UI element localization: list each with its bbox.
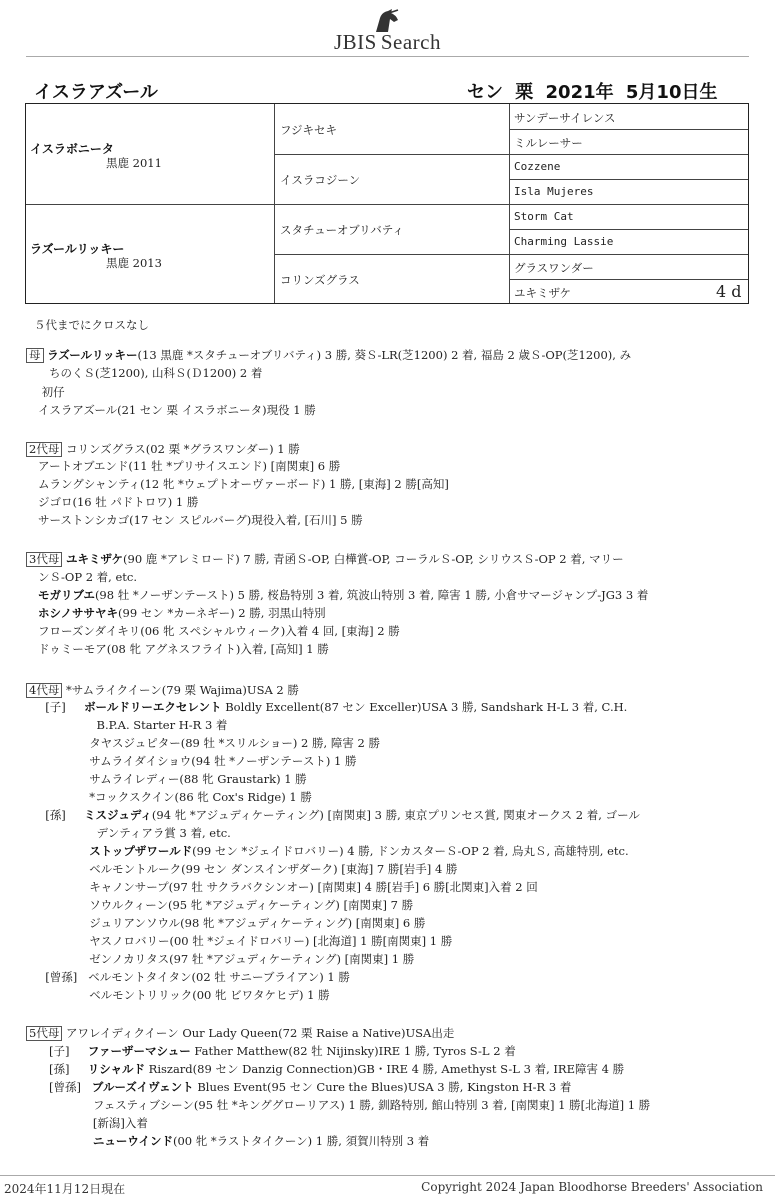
family-line [26, 440, 300, 458]
family-line [38, 698, 627, 716]
family-line [38, 383, 65, 401]
family-line [26, 1024, 454, 1042]
family-text: (13 黒鹿 *スタチューオブリバティ) 3 勝, 葵Ｓ-LR(芝1200) 2 着, 福島 2 歳Ｓ-OP(芝1200), み [137, 348, 632, 362]
ped-g3-3[interactable]: Isla Mujeres [514, 185, 594, 198]
dam-detail: 黒鹿 2013 [106, 256, 162, 270]
generation-label: 母 [26, 348, 44, 363]
family-text: サムライレディー(88 牝 Graustark) 1 勝 [89, 772, 307, 786]
horse-link[interactable]: ブルーズイヴェント [91, 1080, 194, 1094]
relation-label [38, 366, 49, 380]
family-line [38, 364, 262, 382]
relation-label [38, 880, 89, 894]
family-line [38, 401, 316, 419]
horse-link[interactable]: リシャルド [87, 1062, 145, 1076]
family-line [38, 457, 340, 475]
horse-link[interactable]: ラズールリッキー [47, 348, 138, 362]
relation-label [38, 844, 89, 858]
relation-label [38, 916, 89, 930]
family-text: Boldly Excellent(87 セン Exceller)USA 3 勝, Sandshark H-L 3 着, C.H. [221, 700, 628, 714]
relation-label [38, 718, 97, 732]
relation-label [38, 754, 89, 768]
family-text: B.P.A. Starter H-R 3 着 [96, 718, 228, 732]
family-text: *サムライクイーン(79 栗 Wajima)USA 2 勝 [65, 683, 299, 697]
family-text: アートオブエンド(11 牡 *プリサイスエンド) [南関東] 6 勝 [38, 459, 341, 473]
cross-note: ５代までにクロスなし [34, 318, 149, 332]
relation-label [38, 1116, 93, 1130]
horse-link[interactable]: ホシノササヤキ [38, 606, 119, 620]
horse-link[interactable]: ファーザーマシュー [87, 1044, 191, 1058]
relation-label [38, 952, 89, 966]
horse-link[interactable]: ストップザワールド [89, 844, 193, 858]
ped-g3-4[interactable]: Storm Cat [514, 210, 574, 223]
family-text: サムライダイショウ(94 牡 *ノーザンテースト) 1 勝 [89, 754, 357, 768]
horse-link[interactable]: ユキミザケ [65, 552, 124, 566]
logo-main: JBIS [334, 30, 377, 54]
generation-label: 2代母 [26, 442, 62, 457]
relation-label: [曾孫] [38, 970, 89, 984]
family-text: Father Matthew(82 牡 Nijinsky)IRE 1 勝, Tyros S-L 2 着 [190, 1044, 516, 1058]
family-line [38, 842, 629, 860]
family-text: ベルモントルーク(99 セン ダンスインザダーク) [東海] 7 勝[岩手] 4 勝 [89, 862, 458, 876]
family-line [38, 1132, 429, 1150]
sire-name[interactable]: イスラボニータ [30, 142, 114, 156]
family-text: ンＳ-OP 2 着, etc. [38, 570, 138, 584]
family-line [38, 1060, 624, 1078]
logo-sub: Search [380, 30, 441, 54]
footer-copyright: Copyright 2024 Japan Bloodhorse Breeders' Association [421, 1180, 763, 1194]
family-line [38, 950, 414, 968]
family-line [38, 1078, 571, 1096]
family-text: (94 牝 *アジュディケーティング) [南関東] 3 勝, 東京プリンセス賞, 関東オークス 2 着, ゴール [151, 808, 640, 822]
family-line [38, 493, 198, 511]
relation-label [38, 1134, 93, 1148]
relation-label [38, 736, 89, 750]
family-line [38, 511, 363, 529]
family-line [38, 475, 449, 493]
ped-g3-0[interactable]: サンデーサイレンス [514, 111, 616, 125]
relation-label: [孫] [38, 808, 85, 822]
horse-link[interactable]: モガリブエ [38, 588, 95, 602]
generation-label: 4代母 [26, 683, 62, 698]
horse-link[interactable]: ニューウインド [92, 1134, 173, 1148]
family-text: [新潟]入着 [92, 1116, 148, 1130]
horse-name: イスラアズール [34, 82, 158, 103]
relation-label: [子] [38, 1044, 88, 1058]
family-line [38, 914, 425, 932]
family-line [38, 770, 307, 788]
relation-label [38, 898, 89, 912]
dam-name[interactable]: ラズールリッキー [30, 242, 125, 256]
generation-label: 3代母 [26, 552, 62, 567]
relation-label [38, 934, 89, 948]
family-text: フローズンダイキリ(06 牝 スペシャルウィーク)入着 4 回, [東海] 2 勝 [38, 624, 400, 638]
family-line [26, 346, 631, 364]
family-text: コリンズグラス(02 栗 *グラスワンダー) 1 勝 [65, 442, 300, 456]
family-text: ベルモントタイタン(02 牡 サニーブライアン) 1 勝 [88, 970, 350, 984]
family-line [38, 622, 400, 640]
ped-g3-6[interactable]: グラスワンダー [514, 261, 594, 275]
family-line [38, 1096, 650, 1114]
family-line [38, 878, 538, 896]
family-text: Riszard(89 セン Danzig Connection)GB・IRE 4 勝, Amethyst S-L 3 着, IRE障害 4 勝 [145, 1062, 625, 1076]
relation-label [38, 790, 89, 804]
family-text: アワレイディクイーン Our Lady Queen(72 栗 Raise a Native)USA出走 [65, 1026, 455, 1040]
relation-label: [子] [38, 700, 85, 714]
family-line [38, 734, 380, 752]
family-text: 初仔 [41, 385, 65, 399]
ped-g2-3[interactable]: コリンズグラス [280, 273, 360, 287]
family-text: ジゴロ(16 牡 パドトロワ) 1 勝 [38, 495, 199, 509]
family-text: ゼンノカリタス(97 牡 *アジュディケーティング) [南関東] 1 勝 [89, 952, 415, 966]
family-text: イスラアズール(21 セン 栗 イスラボニータ)現役 1 勝 [38, 403, 316, 417]
family-text: サーストンシカゴ(17 セン スピルバーグ)現役入着, [石川] 5 勝 [38, 513, 363, 527]
relation-label: [曾孫] [38, 1080, 92, 1094]
horse-birth: セン 栗 2021年 5月10日生 [467, 82, 718, 103]
family-text: (98 牡 *ノーザンテースト) 5 勝, 桜島特別 3 着, 筑波山特別 3 着, 障害 1 勝, 小倉サマージャンプ-JG3 3 着 [94, 588, 649, 602]
family-line [26, 550, 624, 568]
ped-g3-1[interactable]: ミルレーサー [514, 136, 583, 150]
family-text: ヤスノロバリー(00 牡 *ジェイドロバリー) [北海道] 1 勝[南関東] 1 勝 [89, 934, 453, 948]
relation-label: [孫] [38, 1062, 88, 1076]
family-text: (99 セン *ジェイドロバリー) 4 勝, ドンカスターＳ-OP 2 着, 烏丸Ｓ, 高雄特別, etc. [192, 844, 629, 858]
family-text: *コックスクイン(86 牝 Cox's Ridge) 1 勝 [89, 790, 312, 804]
ped-g3-7[interactable]: ユキミザケ [514, 286, 572, 300]
ped-g3-5[interactable]: Charming Lassie [514, 235, 614, 248]
family-line [26, 681, 299, 699]
family-text: フェスティブシーン(95 牡 *キンググローリアス) 1 勝, 釧路特別, 館山特別 3 着, [南関東] 1 勝[北海道] 1 勝 [92, 1098, 651, 1112]
family-text: ムラングシャンティ(12 牝 *ウェプトオーヴァーボード) 1 勝, [東海] 2 勝[高知] [38, 477, 449, 491]
family-line [38, 986, 330, 1004]
family-line [38, 860, 457, 878]
relation-label [38, 862, 89, 876]
family-text: ジュリアンソウル(98 牝 *アジュディケーティング) [南関東] 6 勝 [89, 916, 426, 930]
family-text: ちのくＳ(芝1200), 山科Ｓ(Ｄ1200) 2 着 [48, 366, 263, 380]
header-divider [26, 56, 749, 57]
family-text: Blues Event(95 セン Cure the Blues)USA 3 勝, Kingston H-R 3 着 [193, 1080, 572, 1094]
family-line [38, 568, 137, 586]
relation-label [38, 1098, 93, 1112]
ped-g2-1[interactable]: イスラコジーン [280, 173, 361, 187]
ped-g2-0[interactable]: フジキセキ [280, 123, 338, 137]
family-text: キャノンサープ(97 牡 サクラバクシンオー) [南関東] 4 勝[岩手] 6 勝[北関東]入着 2 回 [89, 880, 538, 894]
family-line [38, 586, 648, 604]
family-line [38, 788, 312, 806]
family-line [38, 824, 231, 842]
family-line [38, 806, 640, 824]
pedigree-table [25, 103, 749, 304]
family-line [38, 752, 356, 770]
relation-label [38, 826, 97, 840]
footer-divider [0, 1175, 775, 1176]
family-line [38, 896, 413, 914]
sire-detail: 黒鹿 2011 [106, 156, 162, 170]
family-line [38, 640, 329, 658]
horse-link[interactable]: ミスジュディ [84, 808, 152, 822]
family-text: ベルモントリリック(00 牝 ビワタケヒデ) 1 勝 [89, 988, 330, 1002]
family-line [38, 604, 326, 622]
ped-g3-2[interactable]: Cozzene [514, 160, 561, 173]
family-line [38, 968, 350, 986]
family-text: ドゥミーモア(08 牝 アグネスフライト)入着, [高知] 1 勝 [38, 642, 329, 656]
family-text: (99 セン *カーネギー) 2 勝, 羽黒山特別 [118, 606, 326, 620]
family-line [38, 716, 227, 734]
family-text: ソウルクィーン(95 牝 *アジュディケーティング) [南関東] 7 勝 [89, 898, 414, 912]
ped-g2-2[interactable]: スタチューオブリバティ [280, 223, 404, 237]
family-line [38, 932, 452, 950]
family-line [38, 1114, 148, 1132]
family-line [38, 1042, 516, 1060]
ped-corner-note: 4 d [716, 282, 742, 301]
relation-label [38, 988, 89, 1002]
footer-date: 2024年11月12日現在 [4, 1182, 126, 1196]
horse-link[interactable]: ボールドリーエクセレント [84, 700, 222, 714]
family-text: (90 鹿 *アレミロード) 7 勝, 青函Ｓ-OP, 白樺賞-OP, コーラルＳ-OP, シリウスＳ-OP 2 着, マリー [123, 552, 624, 566]
generation-label: 5代母 [26, 1026, 62, 1041]
family-text: デンティアラ賞 3 着, etc. [96, 826, 231, 840]
relation-label [38, 772, 89, 786]
family-text: (00 牝 *ラストタイクーン) 1 勝, 須賀川特別 3 着 [173, 1134, 430, 1148]
family-text: タヤスジュピター(89 牡 *スリルショー) 2 勝, 障害 2 勝 [89, 736, 380, 750]
